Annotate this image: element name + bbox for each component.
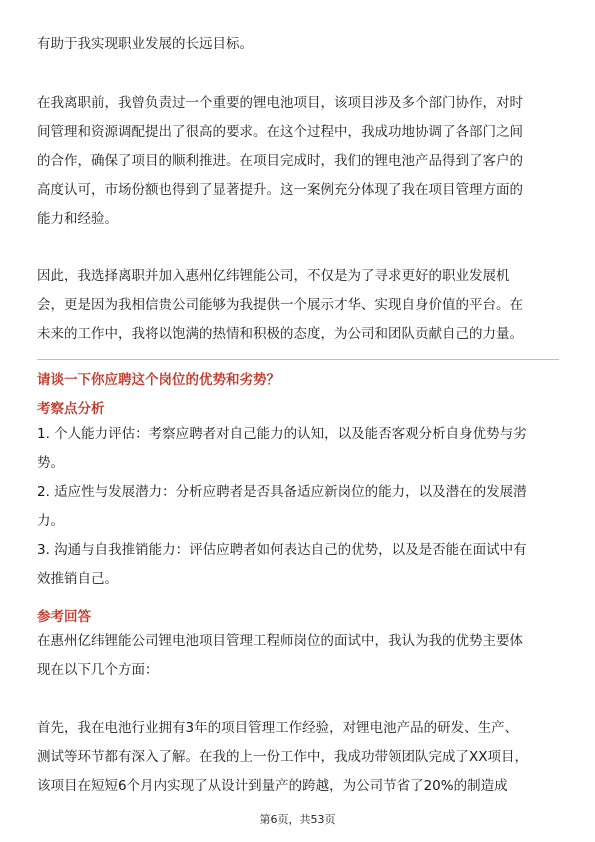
text-line: 测试等环节都有深入了解。在我的上一份工作中，我成功带领团队完成了XX项目， — [37, 749, 528, 765]
answer-intro-paragraph — [37, 627, 559, 685]
answer-first-paragraph — [37, 714, 559, 801]
answer-heading: 参考回答 — [37, 609, 91, 625]
intro-tail-paragraph — [37, 30, 559, 59]
list-item: 2. 适应性与发展潜力：分析应聘者是否具备适应新岗位的能力，以及潜在的发展潜 — [37, 484, 527, 500]
list-item: 1. 个人能力评估：考察应聘者对自己能力的认知，以及能否客观分析自身优势与劣 — [37, 426, 527, 442]
text-line: 未来的工作中，我将以饱满的热情和积极的态度，为公司和团队贡献自己的力量。 — [37, 326, 523, 342]
text-line: 该项目在短短6个月内实现了从设计到量产的跨越，为公司节省了20%的制造成 — [37, 778, 508, 794]
text-line: 在惠州亿纬锂能公司锂电池项目管理工程师岗位的面试中，我认为我的优势主要体 — [37, 633, 523, 649]
analysis-list — [37, 420, 559, 594]
text-line: 首先，我在电池行业拥有3年的项目管理工作经验，对锂电池产品的研发、生产、 — [37, 720, 519, 736]
list-item: 3. 沟通与自我推销能力：评估应聘者如何表达自己的优势，以及是否能在面试中有 — [37, 542, 527, 558]
analysis-heading: 考察点分析 — [37, 401, 105, 417]
text-line: 在我离职前，我曾负责过一个重要的锂电池项目，该项目涉及多个部门协作，对时 — [37, 95, 523, 111]
case-paragraph — [37, 89, 559, 234]
text-line: 现在以下几个方面： — [37, 662, 159, 678]
conclusion-paragraph — [37, 262, 559, 349]
interview-question: 请谈一下你应聘这个岗位的优势和劣势？ — [37, 372, 280, 388]
list-item-continuation: 力。 — [37, 513, 64, 529]
page-number-footer: 第6页，共53页 — [259, 813, 336, 826]
section-divider — [37, 359, 559, 360]
text-line: 的合作，确保了项目的顺利推进。在项目完成时，我们的锂电池产品得到了客户的 — [37, 153, 523, 169]
text-line: 因此，我选择离职并加入惠州亿纬锂能公司，不仅是为了寻求更好的职业发展机 — [37, 268, 510, 284]
list-item-continuation: 效推销自己。 — [37, 571, 118, 587]
list-item-continuation: 势。 — [37, 455, 64, 471]
text-line: 间管理和资源调配提出了很高的要求。在这个过程中，我成功地协调了各部门之间 — [37, 124, 523, 140]
text-line: 会，更是因为我相信贵公司能够为我提供一个展示才华、实现自身价值的平台。在 — [37, 297, 523, 313]
text-line: 有助于我实现职业发展的长远目标。 — [37, 36, 253, 52]
text-line: 高度认可，市场份额也得到了显著提升。这一案例充分体现了我在项目管理方面的 — [37, 182, 523, 198]
text-line: 能力和经验。 — [37, 211, 118, 227]
